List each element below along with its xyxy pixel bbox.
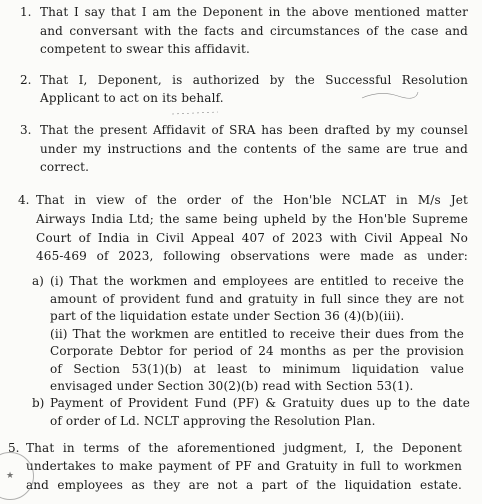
paragraph-line: and employees as they are not a part of the liquidation estate. bbox=[26, 478, 462, 492]
paragraph-line: part of the liquidation estate under Section 36 (4)(b)(iii). bbox=[50, 309, 405, 323]
paragraph-line: Court of India in Civil Appeal 407 of 2023 with Civil Appeal No bbox=[36, 231, 468, 245]
paragraph-line: of Section 53(1)(b) at least to minimum liquidation value bbox=[50, 362, 464, 376]
paragraph-line: Applicant to act on its behalf. bbox=[40, 91, 224, 105]
paragraph-line: That in view of the order of the Hon'ble NCLAT in M/s Jet bbox=[36, 193, 468, 207]
paragraph-line: correct. bbox=[40, 160, 90, 174]
star-icon: ★ bbox=[5, 471, 15, 481]
paragraph-line: amount of provident fund and gratuity in full since they are not bbox=[50, 292, 464, 306]
paragraph-line: Corporate Debtor for period of 24 months as per the provision bbox=[50, 344, 464, 358]
paragraph-line: That the present Affidavit of SRA has been drafted by my counsel bbox=[40, 123, 468, 137]
paragraph-line: of order of Ld. NCLT approving the Resolution Plan. bbox=[50, 414, 376, 428]
paragraph-line: (i) That the workmen and employees are entitled to receive the bbox=[50, 274, 464, 288]
paragraph-line: under my instructions and the contents of the same are true and bbox=[40, 142, 468, 156]
paragraph-number: 2. bbox=[20, 73, 32, 87]
sub-item-label: b) bbox=[32, 396, 45, 410]
scan-mark bbox=[360, 88, 420, 102]
sub-item-label: a) bbox=[32, 274, 44, 288]
scan-mark bbox=[170, 108, 220, 118]
paragraph-line: envisaged under Section 30(2)(b) read with Section 53(1). bbox=[50, 379, 414, 393]
paragraph-line: That in terms of the aforementioned judgment, I, the Deponent bbox=[26, 441, 462, 455]
paragraph-line: undertakes to make payment of PF and Gratuity in full to workmen bbox=[26, 459, 462, 473]
paragraph-line: competent to swear this affidavit. bbox=[40, 42, 250, 56]
paragraph-line: (ii) That the workmen are entitled to receive their dues from the bbox=[50, 327, 464, 341]
paragraph-number: 5. bbox=[8, 441, 20, 455]
paragraph-line: That I say that I am the Deponent in the above mentioned matter bbox=[40, 5, 468, 19]
paragraph-line: 465-469 of 2023, following observations were made as under: bbox=[36, 249, 468, 263]
paragraph-number: 4. bbox=[18, 193, 30, 207]
paragraph-number: 1. bbox=[20, 5, 32, 19]
paragraph-number: 3. bbox=[20, 123, 32, 137]
paragraph-line: and conversant with the facts and circumstances of the case and bbox=[40, 24, 468, 38]
paragraph-line: That I, Deponent, is authorized by the Successful Resolution bbox=[40, 73, 468, 87]
paragraph-line: Airways India Ltd; the same being upheld by the Hon'ble Supreme bbox=[36, 212, 468, 226]
paragraph-line: Payment of Provident Fund (PF) & Gratuity dues up to the date bbox=[50, 396, 470, 410]
